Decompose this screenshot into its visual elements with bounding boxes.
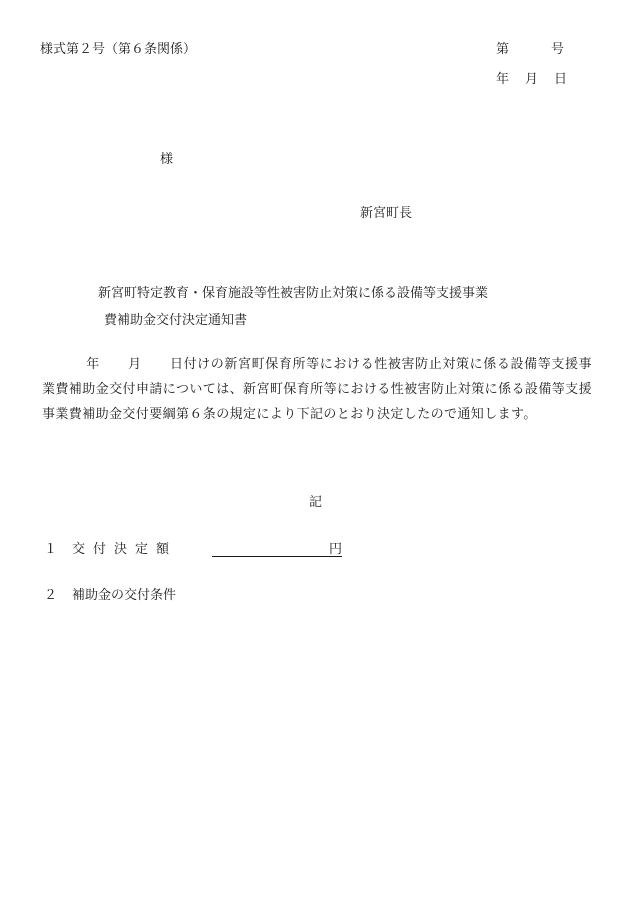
document-number bbox=[496, 43, 564, 56]
date-year: 年 bbox=[496, 72, 510, 87]
notification-body bbox=[42, 352, 592, 427]
grant-conditions-label: 補助金の交付条件 bbox=[72, 588, 177, 603]
date-month: 月 bbox=[525, 72, 539, 87]
addressee-honorific: 様 bbox=[160, 152, 174, 167]
number-prefix: 第 bbox=[496, 42, 510, 57]
sender-name: 新宮町長 bbox=[360, 206, 413, 221]
grant-amount-label: 交付決定額 bbox=[72, 542, 178, 557]
document-date bbox=[496, 73, 567, 86]
body-year: 年 bbox=[86, 357, 100, 372]
document-title-line2: 費補助金交付決定通知書 bbox=[104, 313, 248, 328]
item-number: ２ bbox=[44, 588, 58, 603]
ki-heading: 記 bbox=[309, 495, 323, 510]
body-text: 日付けの新宮町保育所等における性被害防止対策に係る設備等支援事業費補助金交付申請については、新宮町保育所等における性被害防止対策に係る設備等支援事業費補助金交付要綱第６条の規定により下記のとおり決定したので通知します。 bbox=[42, 357, 593, 422]
yen-unit: 円 bbox=[328, 542, 342, 557]
date-day: 日 bbox=[554, 72, 568, 87]
body-month: 月 bbox=[127, 357, 142, 372]
document-title-line1: 新宮町特定教育・保育施設等性被害防止対策に係る設備等支援事業 bbox=[98, 286, 489, 301]
grant-amount-field bbox=[212, 541, 342, 557]
number-suffix: 号 bbox=[551, 42, 565, 57]
item-number: １ bbox=[44, 542, 58, 557]
form-number: 様式第２号（第６条関係） bbox=[40, 42, 197, 57]
